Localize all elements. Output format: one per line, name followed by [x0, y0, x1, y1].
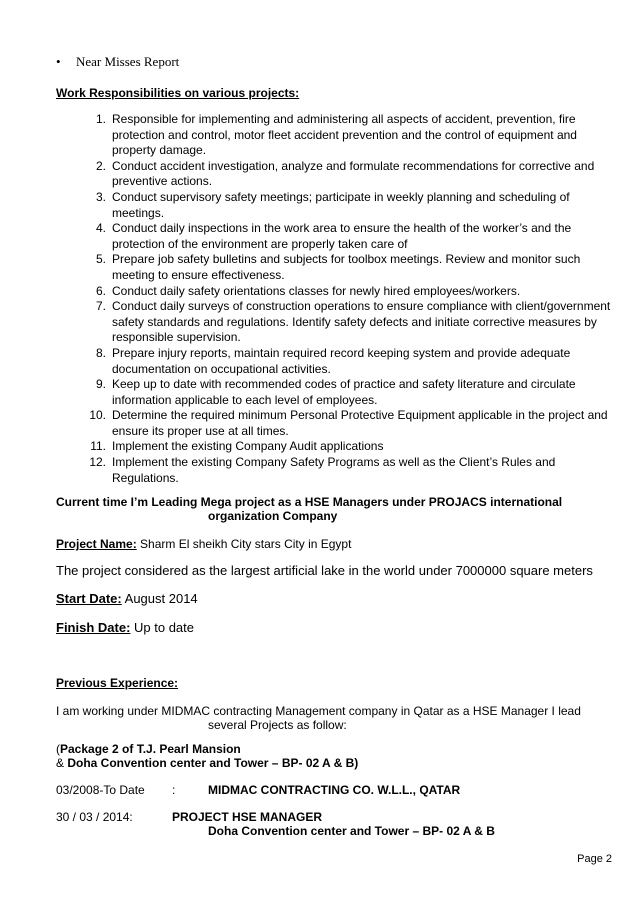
item-text: Conduct daily safety orientations classes for newly hired employees/workers.	[112, 283, 521, 298]
item-text: Implement the existing Company Audit applications	[112, 439, 384, 454]
start-date-row	[56, 591, 198, 606]
item-number: 1.	[95, 112, 106, 126]
project-name-value: Sharm El sheikh City stars City in Egypt	[136, 537, 352, 551]
list-item	[86, 190, 612, 221]
list-item	[86, 346, 612, 377]
item-text: Implement the existing Company Safety Programs as well as the Client’s Rules and Regulations.	[112, 455, 556, 485]
employment-row-2	[56, 810, 596, 838]
item-text: Determine the required minimum Personal Protective Equipment applicable in the project and ensure its proper use at all times.	[112, 408, 608, 438]
finish-date-row	[56, 620, 194, 635]
item-text: Conduct daily surveys of construction operations to ensure compliance with client/government safety standards and regulations. Identify safety defects and initiate corrective measures by responsible supervision.	[112, 299, 611, 345]
item-text: Keep up to date with recommended codes of practice and safety literature and circulate information applicable to each level of employees.	[112, 377, 576, 407]
item-number: 7.	[95, 299, 106, 314]
list-item	[86, 284, 612, 300]
item-text: Conduct accident investigation, analyze and formulate recommendations for corrective and preventive actions.	[112, 158, 595, 189]
previous-intro-line2: several Projects as follow:	[208, 718, 347, 732]
start-date-value: August 2014	[121, 591, 198, 606]
item-number: 2.	[95, 158, 106, 173]
finish-date-label: Finish Date:	[56, 620, 131, 635]
role-title: PROJECT HSE MANAGER	[172, 810, 323, 824]
near-misses-bullet	[56, 54, 179, 70]
item-number: 12.	[89, 455, 106, 470]
role-project: Doha Convention center and Tower – BP- 02 A & B	[208, 824, 495, 838]
near-misses-text: Near Misses Report	[76, 54, 180, 69]
employment-row-1	[56, 783, 596, 797]
employment-date: 03/2008-To Date	[56, 783, 145, 797]
list-item	[86, 408, 612, 439]
item-number: 6.	[95, 283, 106, 298]
project-name-row	[56, 537, 351, 551]
list-item	[86, 159, 612, 190]
item-number: 5.	[95, 252, 106, 267]
item-number: 3.	[95, 189, 106, 204]
project-description: The project considered as the largest artificial lake in the world under 7000000 square meters	[56, 563, 593, 578]
ampersand: &	[56, 756, 68, 770]
responsibilities-list	[86, 112, 612, 486]
item-text: Conduct supervisory safety meetings; participate in weekly planning and scheduling of meetings.	[112, 189, 570, 220]
list-item	[86, 112, 612, 159]
bullet-marker: •	[56, 54, 61, 69]
current-role-heading	[56, 495, 596, 523]
open-paren: (	[56, 742, 60, 756]
list-item	[86, 221, 612, 252]
role-date: 30 / 03 / 2014:	[56, 810, 133, 824]
item-text: Conduct daily inspections in the work area to ensure the health of the worker’s and the protection of the environment are properly taken care of	[112, 221, 572, 251]
list-item	[86, 299, 612, 346]
previous-experience-heading: Previous Experience:	[56, 676, 179, 690]
package-name: Package 2 of T.J. Pearl Mansion	[60, 742, 241, 756]
item-text: Responsible for implementing and administering all aspects of accident, prevention, fire protection and control, motor fleet accident prevention and the control of equipment and property damage.	[112, 112, 577, 158]
package-block	[56, 742, 358, 770]
finish-date-value: Up to date	[130, 620, 195, 635]
start-date-label: Start Date:	[56, 591, 122, 606]
previous-intro-line1: I am working under MIDMAC contracting Management company in Qatar as a HSE Manager I lead	[56, 704, 581, 718]
package-line1	[56, 742, 358, 756]
item-number: 8.	[95, 345, 106, 360]
previous-intro	[56, 704, 596, 732]
project-name-label: Project Name:	[56, 537, 137, 551]
item-number: 9.	[95, 377, 106, 392]
page-number: Page 2	[577, 853, 612, 865]
list-item	[86, 252, 612, 283]
current-role-line2: organization Company	[208, 509, 338, 523]
item-number: 10.	[89, 408, 106, 423]
work-responsibilities-heading: Work Responsibilities on various projects:	[56, 86, 300, 100]
package-project: Doha Convention center and Tower – BP- 02 A & B)	[67, 756, 359, 770]
item-number: 11.	[90, 439, 106, 454]
list-item	[86, 455, 612, 486]
employment-colon: :	[172, 783, 176, 797]
package-line2	[56, 756, 358, 770]
list-item	[86, 377, 612, 408]
current-role-line1: Current time I’m Leading Mega project as a HSE Managers under PROJACS international	[56, 495, 563, 509]
item-text: Prepare injury reports, maintain required record keeping system and provide adequate documentation on occupational activities.	[112, 345, 571, 376]
item-text: Prepare job safety bulletins and subjects for toolbox meetings. Review and monitor such meeting to ensure effectiveness.	[112, 252, 581, 282]
employment-company: MIDMAC CONTRACTING CO. W.L.L., QATAR	[208, 783, 461, 797]
item-number: 4.	[95, 221, 106, 236]
list-item	[86, 439, 612, 455]
